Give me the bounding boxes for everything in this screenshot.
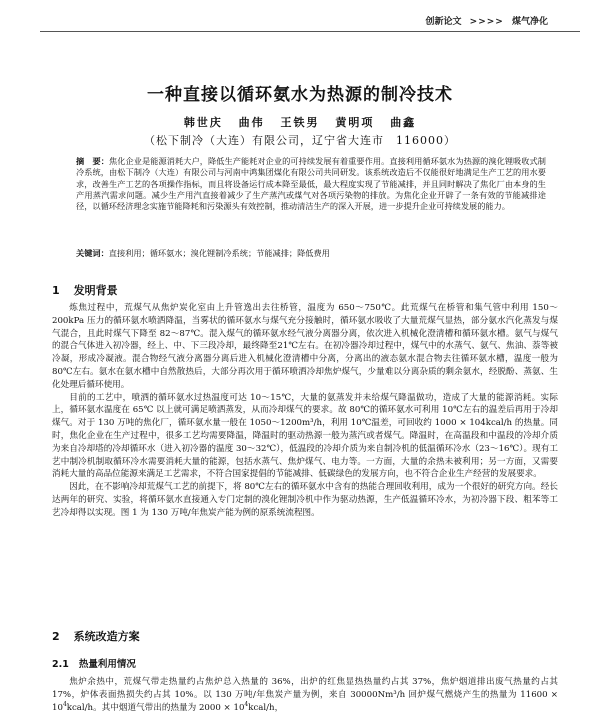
section-number: 1: [52, 284, 60, 297]
section-title: 系统改造方案: [73, 630, 140, 643]
keywords-label: 关键词：: [76, 248, 109, 258]
superscript: 4: [62, 700, 67, 708]
section-number: 2: [52, 630, 60, 643]
paragraph-text: 焦炉余热中，荒煤气带走热量约占焦炉总入热量的 36%，出炉的红焦显热热量约占其 37%，焦炉烟道排出废气热量约占其 17%，炉体表面热损失约占其 10%。以 130 万吨/年焦炭产量为例，来自 30000Nm³/h 回炉煤气燃烧产生的热量为 11600 × 10: [52, 677, 558, 713]
section-2-1-body: [52, 676, 558, 714]
paragraph: 因此，在不影响冷却荒煤气工艺的前提下，将 80℃左右的循环氨水中含有的热能合理回收利用，成为一个很好的研究方向。经长达两年的研究、实验，将循环氨水直接通入专门定制的溴化锂制冷机中作为驱动热源，生产低温循环冷水，为初冷器下段、粗苯等工艺冷却得以实现。图 1 为 130 万吨/年焦炭产能为例的原系统流程图。: [52, 482, 558, 518]
paragraph-text: kcal/h。其中烟道气带出的热量为 2000 × 10: [66, 702, 245, 713]
paper-title: 一种直接以循环氨水为热源的制冷技术: [147, 85, 453, 105]
section-2-1-heading: [52, 656, 558, 670]
section-2-heading: [52, 628, 558, 644]
header-rule: [40, 31, 580, 32]
abstract-text: 焦化企业是能源消耗大户，降低生产能耗对企业的可持续发展有着重要作用。直接利用循环氨水为热源的溴化锂吸收式制冷系统，由松下制冷（大连）有限公司与河南中鸿集团煤化有限公司共同研发。该系统改造后不仅能很好地满足生产工艺的用水要求，改善生产工艺的各项操作指标，而且将设备运行成本降至最低，最大程度实现了节能减排，并且同时解决了焦化厂由本身的生产用蒸汽需求问题。减少生产用汽直接着减少了生产蒸汽或煤气对各项污染物的排放。为焦化企业开辟了一条有效的节能减排途径，以循环经济理念实施节能降耗和污染源头有效控制，推动清洁生产的深入开展，进一步提升企业可持续发展的能力。: [76, 156, 546, 212]
header-separator: >>>>: [469, 17, 504, 27]
author: 韩世庆: [183, 116, 223, 129]
superscript: 4: [244, 700, 249, 708]
affiliation: （松下制冷（大连）有限公司，辽宁省大连市 116000）: [144, 134, 456, 147]
author: 王铁男: [280, 116, 320, 129]
journal-header-tag: [426, 14, 548, 27]
subsection-number: 2.1: [52, 659, 69, 670]
author: 曲鑫: [390, 116, 417, 129]
header-column: 煤气净化: [511, 17, 548, 27]
section-title: 发明背景: [73, 284, 118, 297]
paragraph: 目前的工艺中，喷洒的循环氨水过热温度可达 10～15℃，大量的氨蒸发并未给煤气降温做功，造成了大量的能源消耗。实际上，循环氨水温度在 65℃ 以上就可满足喷洒蒸发，从而冷却煤气的要求。故 80℃的循环氨水可利用 10℃左右的温差后再用于冷却煤气。对于 130 万吨的焦化厂，循环氨水量一般在 1050～1200m³/h，利用 10℃温差，可回收约 1000 × 104kcal/h 的热量。同时，焦化企业在生产过程中，很多工艺均需要降温，降温时的驱动热源一般为蒸汽或者煤气。降温时，在高温段和中温段的冷却介质为来自冷却塔的冷却循环水（进入初冷器的温度 30～32℃），低温段的冷却介质为来自制冷机的低温循环冷水（23～16℃）。现有工艺中制冷机制取循环冷水需要消耗大量的能源，包括水蒸气、焦炉煤气、电力等。一方面，大量的余热未被利用；另一方面，又需要消耗大量的高品位能源来满足工艺需求，不符合国家提倡的节能减排、低碳绿色的发展方向，也不符合企业生产经营的发展要求。: [52, 392, 558, 480]
section-1-heading: [52, 282, 558, 298]
author-list: [0, 114, 600, 130]
author: 黄明项: [335, 116, 375, 129]
paragraph: 炼焦过程中，荒煤气从焦炉炭化室由上升管逸出去往桥管，温度为 650～750℃。此荒煤气在桥管和集气管中利用 150～200kPa 压力的循环氨水喷洒降温，当雾状的循环氨水与煤气充分接触时，循环氨水吸收了大量荒煤气显热，部分氨水汽化蒸发与煤气混合，且此时煤气下降至 82～87℃。混入煤气的循环氨水经气液分离器分离，依次进入机械化澄清槽和循环氨水槽。氨气与煤气的混合气体进入初冷器，经上、中、下三段冷却，最终降至21℃左右。在初冷器冷却过程中，煤气中的水蒸气、氨气、焦油、萘等被冷凝，形成冷凝液。混合物经气液分离器分离后进入机械化澄清槽中分离，分离出的液态氨水混合物去往循环氨水槽，温度一般为 80℃左右。氨水在氨水槽中自然散热后，大部分再次用于循环喷洒冷却焦炉煤气，少量难以分离杂质的剩余氨水，经脱酚、蒸氨、生化处理后循环使用。: [52, 303, 558, 390]
abstract-label: 摘 要：: [76, 156, 109, 166]
paragraph: [52, 676, 558, 714]
paragraph-text: kcal/h，: [248, 702, 284, 713]
section-1-body: [52, 302, 558, 520]
keywords-text: 直接利用；循环氨水；溴化锂制冷系统；节能减排；降低费用: [108, 248, 330, 258]
author: 曲伟: [238, 116, 265, 129]
subsection-title: 热量利用情况: [78, 659, 136, 670]
keywords: [76, 248, 546, 259]
header-section: 创新论文: [425, 17, 462, 27]
abstract: [76, 156, 546, 212]
